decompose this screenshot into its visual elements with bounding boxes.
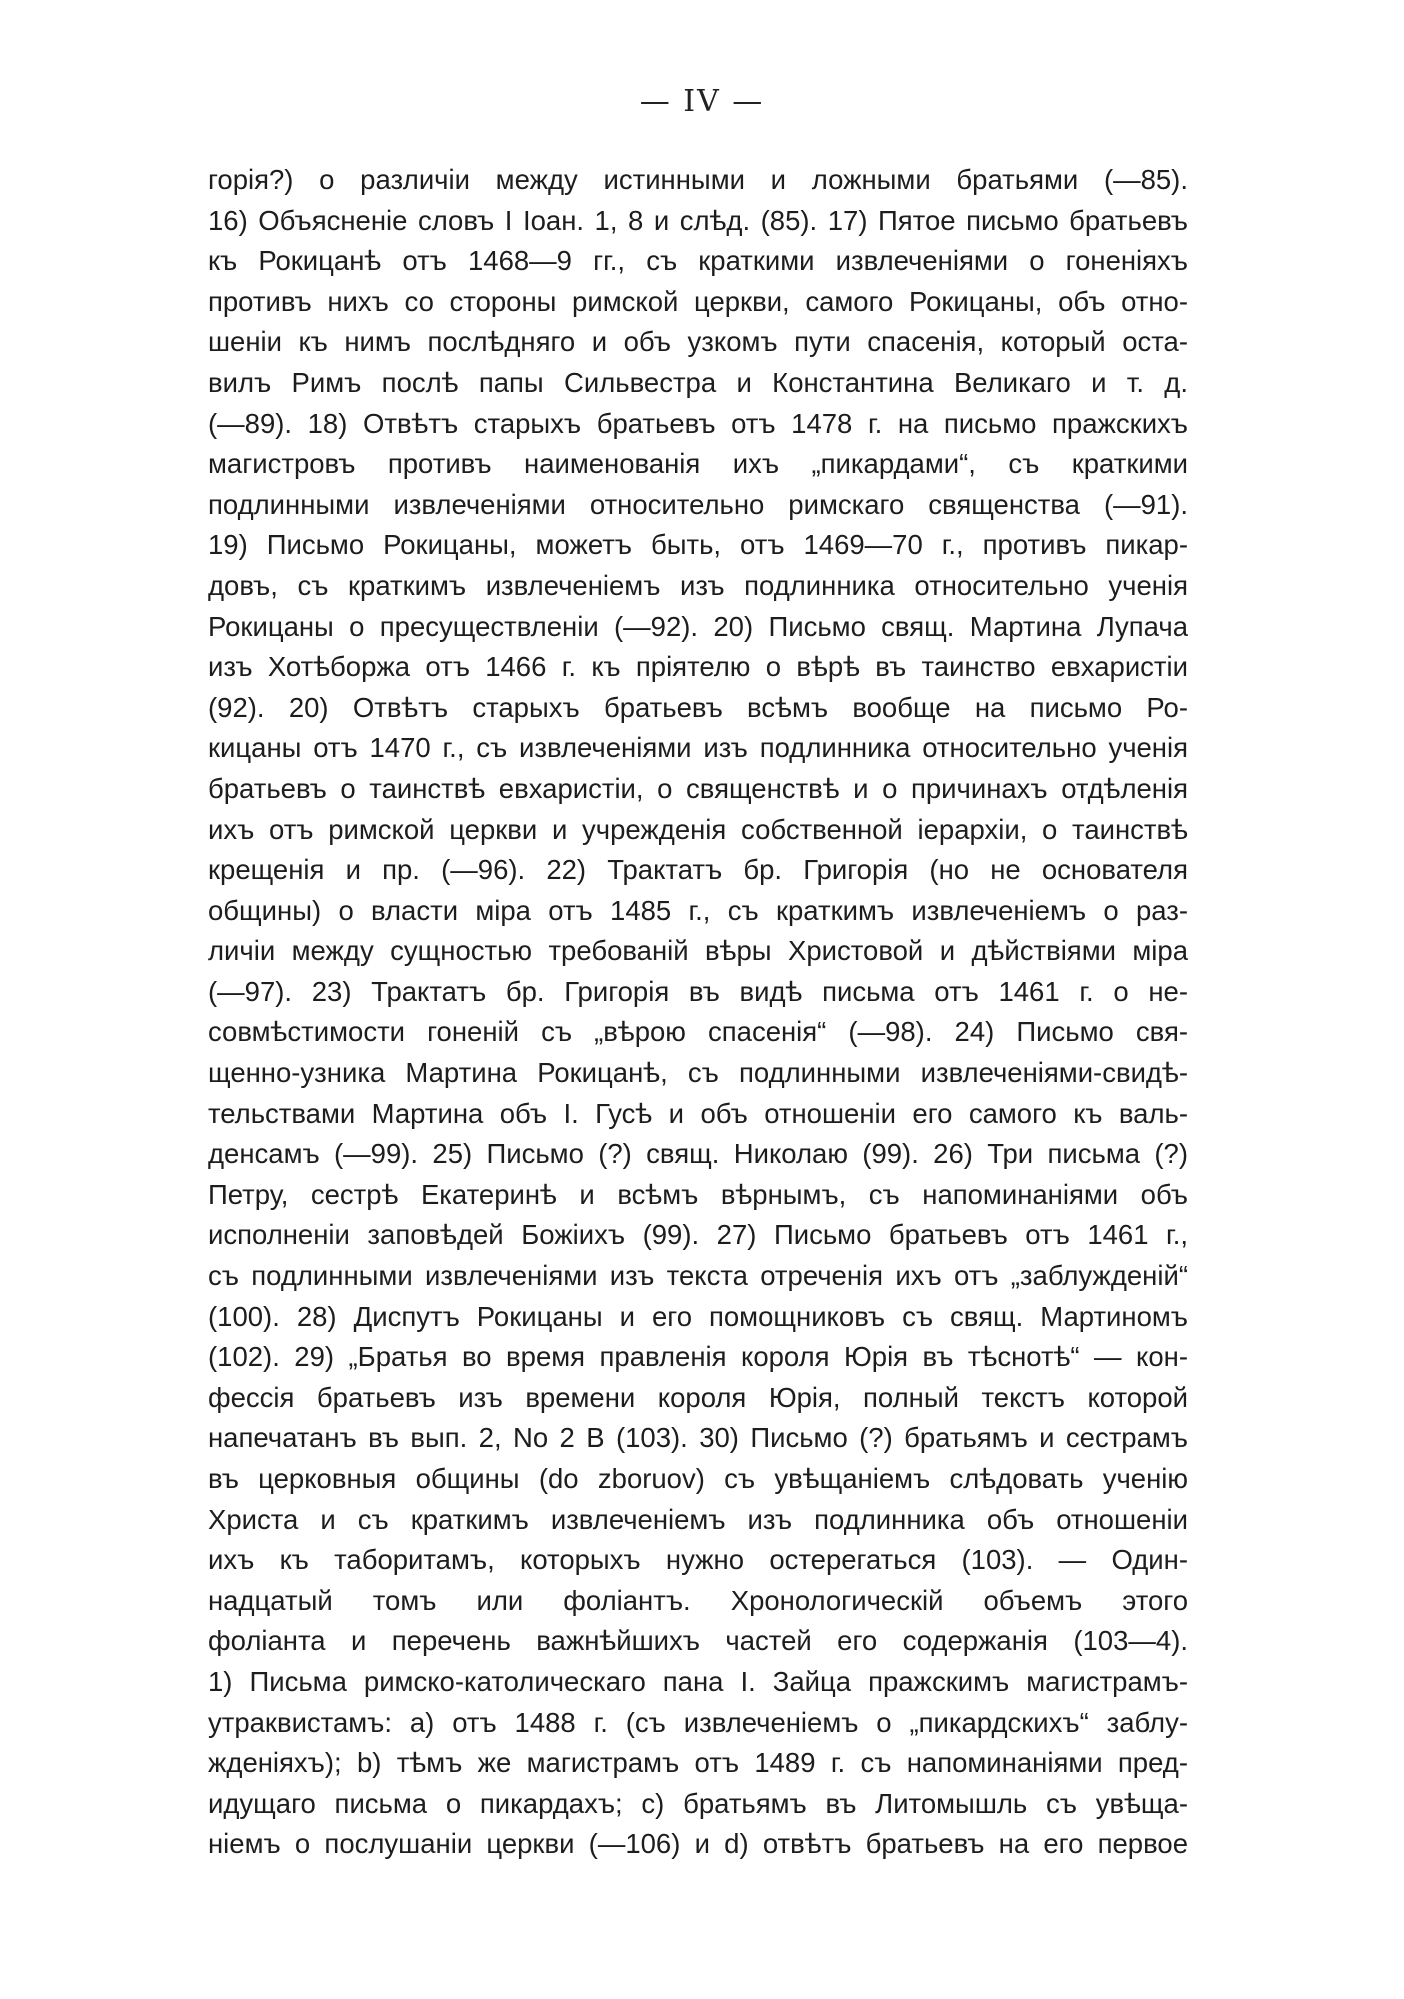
text-line: тельствами Мартина объ I. Гусѣ и объ отношеніи его самого къ валь-: [208, 1097, 1188, 1129]
text-line: подлинными извлеченіями относительно римскаго священства (—91).: [208, 488, 1188, 520]
text-line: 16) Объясненіе словъ I Іоан. 1, 8 и слѣд. (85). 17) Пятое письмо братьевъ: [208, 204, 1188, 236]
text-line: въ церковныя общины (do zboruov) съ увѣщаніемъ слѣдовать ученію: [208, 1463, 1188, 1494]
text-line: горія?) о различіи между истинными и ложными братьями (—85).: [208, 164, 1188, 195]
text-line: исполненіи заповѣдей Божіихъ (99). 27) Письмо братьевъ отъ 1461 г.,: [208, 1219, 1188, 1251]
text-line: (—89). 18) Отвѣтъ старыхъ братьевъ отъ 1478 г. на письмо пражскихъ: [208, 407, 1188, 439]
text-line: ніемъ о послушаніи церкви (—106) и d) отвѣтъ братьевъ на его первое: [208, 1828, 1188, 1860]
text-line: (92). 20) Отвѣтъ старыхъ братьевъ всѣмъ вообще на письмо Ро-: [208, 691, 1188, 723]
text-line: личіи между сущностью требованій вѣры Христовой и дѣйствіями міра: [208, 935, 1188, 967]
text-line: крещенія и пр. (—96). 22) Трактатъ бр. Григорія (но не основателя: [208, 854, 1188, 886]
text-line: вилъ Римъ послѣ папы Сильвестра и Константина Великаго и т. д.: [208, 366, 1188, 398]
text-line: надцатый томъ или фоліантъ. Хронологическій объемъ этого: [208, 1584, 1188, 1616]
text-line: ихъ отъ римской церкви и учрежденія собственной іерархіи, о таинствѣ: [208, 813, 1188, 845]
text-line: довъ, съ краткимъ извлеченіемъ изъ подлинника относительно ученія: [208, 569, 1188, 601]
text-line: (102). 29) „Братья во время правленія короля Юрія въ тѣснотѣ“ — кон-: [208, 1341, 1188, 1373]
text-line: 1) Письма римско-католическаго пана I. Зайца пражскимъ магистрамъ-: [208, 1665, 1188, 1697]
text-line: совмѣстимости гоненій съ „вѣрою спасенія“ (—98). 24) Письмо свя-: [208, 1016, 1188, 1048]
page-number: — IV —: [639, 84, 765, 119]
text-line: противъ нихъ со стороны римской церкви, самого Рокицаны, объ отно-: [208, 285, 1188, 317]
text-line: денсамъ (—99). 25) Письмо (?) свящ. Николаю (99). 26) Три письма (?): [208, 1138, 1188, 1170]
text-line: утраквистамъ: a) отъ 1488 г. (съ извлеченіемъ о „пикардскихъ“ заблу-: [208, 1706, 1188, 1738]
text-line: ихъ къ таборитамъ, которыхъ нужно остерегаться (103). — Один-: [208, 1544, 1188, 1576]
text-line: щенно-узника Мартина Рокицанѣ, съ подлинными извлеченіями-свидѣ-: [208, 1057, 1188, 1089]
body-text: [208, 160, 1188, 1865]
text-line: идущаго письма о пикардахъ; c) братьямъ въ Литомышль съ увѣща-: [208, 1787, 1188, 1819]
text-line: изъ Хотѣборжа отъ 1466 г. къ пріятелю о вѣрѣ въ таинство евхаристіи: [208, 651, 1188, 683]
text-line: къ Рокицанѣ отъ 1468—9 гг., съ краткими извлеченіями о гоненіяхъ: [208, 245, 1188, 277]
text-line: фоліанта и перечень важнѣйшихъ частей его содержанія (103—4).: [208, 1625, 1188, 1657]
text-line: кицаны отъ 1470 г., съ извлеченіями изъ подлинника относительно ученія: [208, 732, 1188, 764]
text-line: братьевъ о таинствѣ евхаристіи, о священствѣ и о причинахъ отдѣленія: [208, 772, 1188, 804]
text-line: съ подлинными извлеченіями изъ текста отреченія ихъ отъ „заблужденій“: [208, 1260, 1188, 1292]
text-line: Христа и съ краткимъ извлеченіемъ изъ подлинника объ отношеніи: [208, 1503, 1188, 1535]
text-line: шеніи къ нимъ послѣдняго и объ узкомъ пути спасенія, который оста-: [208, 326, 1188, 358]
text-line: напечатанъ въ вып. 2, No 2 B (103). 30) Письмо (?) братьямъ и сестрамъ: [208, 1422, 1188, 1454]
text-line: 19) Письмо Рокицаны, можетъ быть, отъ 1469—70 г., противъ пикар-: [208, 529, 1188, 561]
text-line: магистровъ противъ наименованія ихъ „пикардами“, съ краткими: [208, 448, 1188, 480]
text-line: (—97). 23) Трактатъ бр. Григорія въ видѣ письма отъ 1461 г. о не-: [208, 975, 1188, 1007]
text-line: Рокицаны о пресуществленіи (—92). 20) Письмо свящ. Мартина Лупача: [208, 610, 1188, 642]
text-line: Петру, сестрѣ Екатеринѣ и всѣмъ вѣрнымъ, съ напоминаніями объ: [208, 1178, 1188, 1210]
text-line: жденіяхъ); b) тѣмъ же магистрамъ отъ 1489 г. съ напоминаніями пред-: [208, 1747, 1188, 1779]
text-line: (100). 28) Диспутъ Рокицаны и его помощниковъ съ свящ. Мартиномъ: [208, 1300, 1188, 1332]
text-line: фессія братьевъ изъ времени короля Юрія, полный текстъ которой: [208, 1381, 1188, 1413]
text-line: общины) о власти міра отъ 1485 г., съ краткимъ извлеченіемъ о раз-: [208, 894, 1188, 926]
